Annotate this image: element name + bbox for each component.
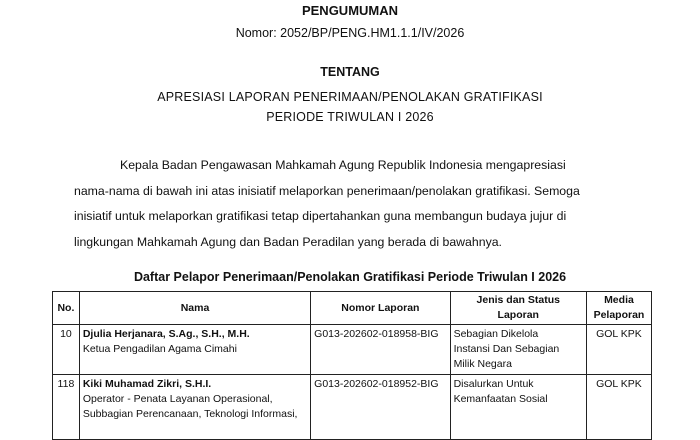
subject-line-1: APRESIASI LAPORAN PENERIMAAN/PENOLAKAN GRATIFIKASI — [157, 90, 543, 104]
reporter-table — [52, 291, 652, 440]
row-jenis-status — [450, 325, 586, 375]
reporter-position-line-2: Subbagian Perencanaan, Teknologi Informasi, — [82, 408, 298, 420]
header-media — [586, 292, 651, 325]
header-nomor-laporan: Nomor Laporan — [311, 292, 450, 325]
subject-line-2: PERIODE TRIWULAN I 2026 — [266, 110, 434, 124]
header-nama: Nama — [79, 292, 310, 325]
reporter-position-line-1: Operator - Penata Layanan Operasional, — [82, 393, 273, 405]
header-jenis-line-1: Jenis dan Status — [476, 294, 560, 306]
header-no: No. — [53, 292, 80, 325]
jenis-line-3: Milik Negara — [453, 358, 512, 370]
tentang-heading: TENTANG — [320, 65, 380, 79]
document-title: PENGUMUMAN — [301, 3, 399, 18]
row-media: GOL KPK — [586, 375, 651, 440]
body-text-line-4: lingkungan Mahkamah Agung dan Badan Peradilan yang berada di bawahnya. — [74, 235, 502, 249]
jenis-line-2: Kemanfaatan Sosial — [453, 393, 548, 405]
header-jenis-status — [450, 292, 586, 325]
row-no: 118 — [53, 375, 80, 440]
header-media-line-2: Pelaporan — [593, 309, 645, 321]
row-nomor-laporan: G013-202602-018952-BIG — [311, 375, 450, 440]
jenis-line-1: Disalurkan Untuk — [453, 378, 534, 390]
row-nama — [79, 325, 310, 375]
table-header-row — [53, 292, 652, 325]
table-row — [53, 325, 652, 375]
reporter-name: Djulia Herjanara, S.Ag., S.H., M.H. — [82, 328, 250, 340]
header-jenis-line-2: Laporan — [497, 309, 539, 321]
document-number: Nomor: 2052/BP/PENG.HM1.1.1/IV/2026 — [235, 26, 465, 40]
reporter-position-line-1: Ketua Pengadilan Agama Cimahi — [82, 343, 237, 355]
header-media-line-1: Media — [604, 294, 634, 306]
jenis-line-1: Sebagian Dikelola — [453, 328, 539, 340]
row-media: GOL KPK — [586, 325, 651, 375]
reporter-name: Kiki Muhamad Zikri, S.H.I. — [82, 378, 212, 390]
jenis-line-2: Instansi Dan Sebagian — [453, 343, 560, 355]
row-nomor-laporan: G013-202602-018958-BIG — [311, 325, 450, 375]
body-text-line-3: inisiatif untuk melaporkan gratifikasi tetap dipertahankan guna membangun budaya jujur di — [74, 209, 567, 223]
row-no: 10 — [53, 325, 80, 375]
body-text-line-2: nama-nama di bawah ini atas inisiatif melaporkan penerimaan/penolakan gratifikasi. Semoga — [74, 184, 580, 198]
body-text-line-1: Kepala Badan Pengawasan Mahkamah Agung Republik Indonesia mengapresiasi — [120, 158, 566, 172]
table-title: Daftar Pelapor Penerimaan/Penolakan Gratifikasi Periode Triwulan I 2026 — [133, 270, 567, 284]
